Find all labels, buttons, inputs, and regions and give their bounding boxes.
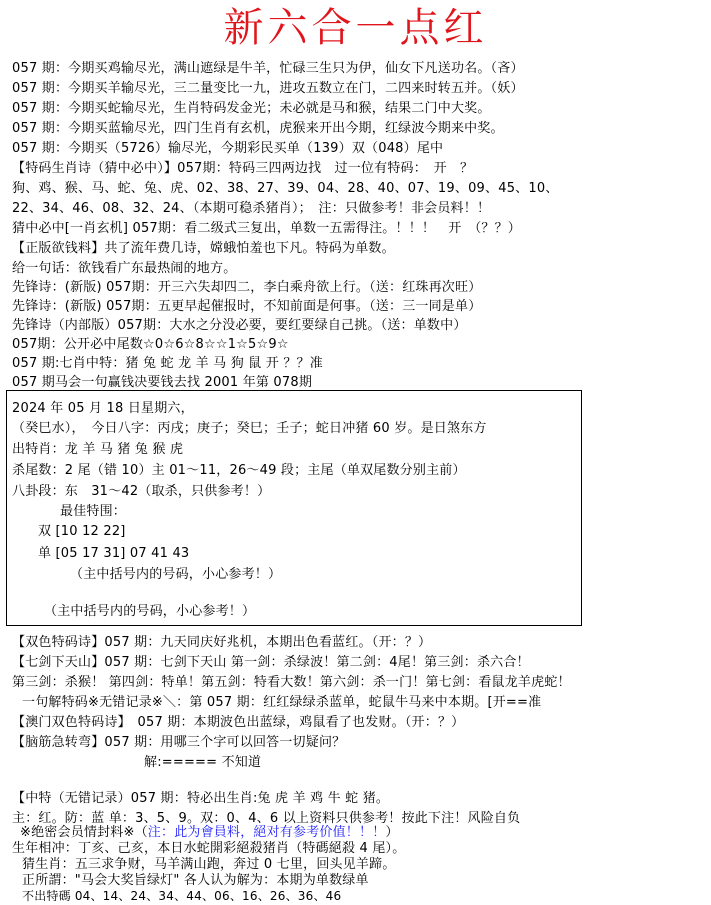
text-line: 正所謂："马会大奖旨绿灯" 各人认为解为：本期为单数绿单: [22, 873, 369, 888]
member-note-highlight: 注：此为會員料，絕对有参考价值！！！: [147, 825, 386, 840]
text-line: 057 期:七肖中特：猪 兔 蛇 龙 羊 马 狗 鼠 开 ？？准: [12, 356, 323, 371]
box-line: 2024 年 05 月 18 日星期六，: [12, 401, 194, 416]
text-line: 先锋诗（内部版）057期：大水之分没必要，要红要绿自己挑。（送：单数中）: [12, 318, 467, 333]
box-line: （癸巳水）， 今日八字：丙戌；庚子；癸巳；壬子；蛇日冲猪 60 岁。是日煞东方: [12, 421, 487, 436]
text-line: 057 期：今期买（5726）输尽光，今期彩民买单（139）双（048）尾中: [12, 141, 444, 156]
member-note-prefix: ※绝密会员情封料※（: [20, 825, 148, 840]
text-line: 【中特（无错记录）057 期：特必出生肖:兔 虎 羊 鸡 牛 蛇 猪。: [12, 791, 390, 806]
text-line: 【特码生肖诗（猜中必中）】057期：特码三四两边找 过一位有特码： 开 ？: [12, 161, 474, 176]
page-title: 新六合一点红: [223, 5, 488, 51]
text-line: 一句解特码※无错记录※＼：第 057 期：红红绿绿杀蓝单，蛇鼠牛马来中本期。[开==准: [22, 695, 542, 710]
text-line: 057 期：今期买鸡输尽光，满山遮绿是牛羊，忙碌三生只为伊，仙女下凡送功名。（吝）: [12, 61, 524, 76]
text-line: 【正版欲钱料】共了流年费几诗，嫦蛾怕羞也下凡。特码为单数。: [12, 241, 395, 256]
box-line: （主中括号内的号码，小心参考！）: [70, 567, 282, 582]
text-line: 057 期：今期买羊输尽光，三二量变比一九，进攻五数立在门，二四来时转五并。（妖）: [12, 81, 524, 96]
text-line: 不出特碼 04、14、24、34、44、06、16、26、36、46: [22, 889, 342, 903]
box-line: 双 [10 12 22]: [38, 524, 126, 539]
text-line: 【澳门双色特码诗】 057 期：本期波色出蓝绿，鸡鼠看了也发财。（开：？）: [12, 715, 465, 730]
text-line: 给一句话：欲钱看广东最热闹的地方。: [12, 261, 237, 276]
text-line: 【脑筋急转弯】057 期：用哪三个字可以回答一切疑问？: [12, 735, 346, 750]
text-line: 22、34、46、08、32、24、（本期可稳杀猪肖）； 注：只做参考！非会员料！！: [12, 201, 491, 216]
text-line: 先锋诗：(新版) 057期：开三六失却四二，李白乘舟欲上行。（送：红珠再次旺）: [12, 280, 482, 295]
box-line: 杀尾数：2 尾（错 10）主 01～11，26～49 段；主尾（单双尾数分别主前）: [12, 463, 466, 478]
box-line: 单 [05 17 31] 07 41 43: [38, 546, 190, 561]
member-note-suffix: ）: [385, 825, 399, 840]
text-line: 第三剑：杀猴！ 第四剑：特单！第五剑：特看大数！第六剑：杀一门！第七剑：看鼠龙羊虎蛇！: [12, 675, 571, 690]
text-line: 狗、鸡、猴、马、蛇、兔、虎、02、38、27、39、04、28、40、07、19、09、45、10、: [12, 181, 559, 196]
text-line: 057 期马会一句赢钱决要钱去找 2001 年第 078期: [12, 375, 313, 390]
text-line: 先锋诗：(新版) 057期：五更早起催报时，不知前面是何事。（送：三一同是单）: [12, 299, 482, 314]
member-note-line: [20, 825, 399, 840]
text-line: 猜生肖：五三求争财，马羊满山跑，奔过 0 七里，回头见羊蹄。: [22, 857, 396, 872]
text-line: 057 期：今期买蛇输尽光，生肖特码发金光；未必就是马和猴，结果二门中大奖。: [12, 101, 491, 116]
box-line: 出特肖：龙 羊 马 猪 兔 猴 虎: [12, 442, 184, 457]
text-line: 猜中必中[一肖玄机] 057期：看二级式三复出，单数一五需得注。！！！ 开 （？？）: [12, 221, 521, 236]
text-line: 【七剑下天山】057 期：七剑下天山 第一剑：杀绿波！第二剑：4尾！第三剑：杀六合！: [12, 655, 530, 670]
box-line: 八卦段：东 31～42（取杀，只供参考！）: [12, 484, 271, 499]
box-line: 最佳特围：: [60, 504, 127, 519]
text-line: 【双色特码诗】057 期：九天同庆好兆机，本期出色看蓝红。（开：？）: [12, 635, 432, 650]
box-line: （主中括号内的号码，小心参考！）: [44, 604, 256, 619]
text-line: 主：红。防：蓝 单：3、5、9。双：0、4、6 以上资料只供参考！按此下注！风险自负: [12, 811, 521, 826]
text-line: 057 期：今期买蓝输尽光，四门生肖有玄机，虎猴来开出今期，红绿波今期来中奖。: [12, 121, 504, 136]
text-line: 057期：公开必中尾数☆0☆6☆8☆☆1☆5☆9☆: [12, 337, 289, 352]
text-line: 生年相冲：丁亥、己亥，本日水蛇開彩絕殺猪肖（特碼絕殺 4 尾）。: [12, 841, 406, 856]
text-line: 解:===== 不知道: [144, 755, 262, 770]
